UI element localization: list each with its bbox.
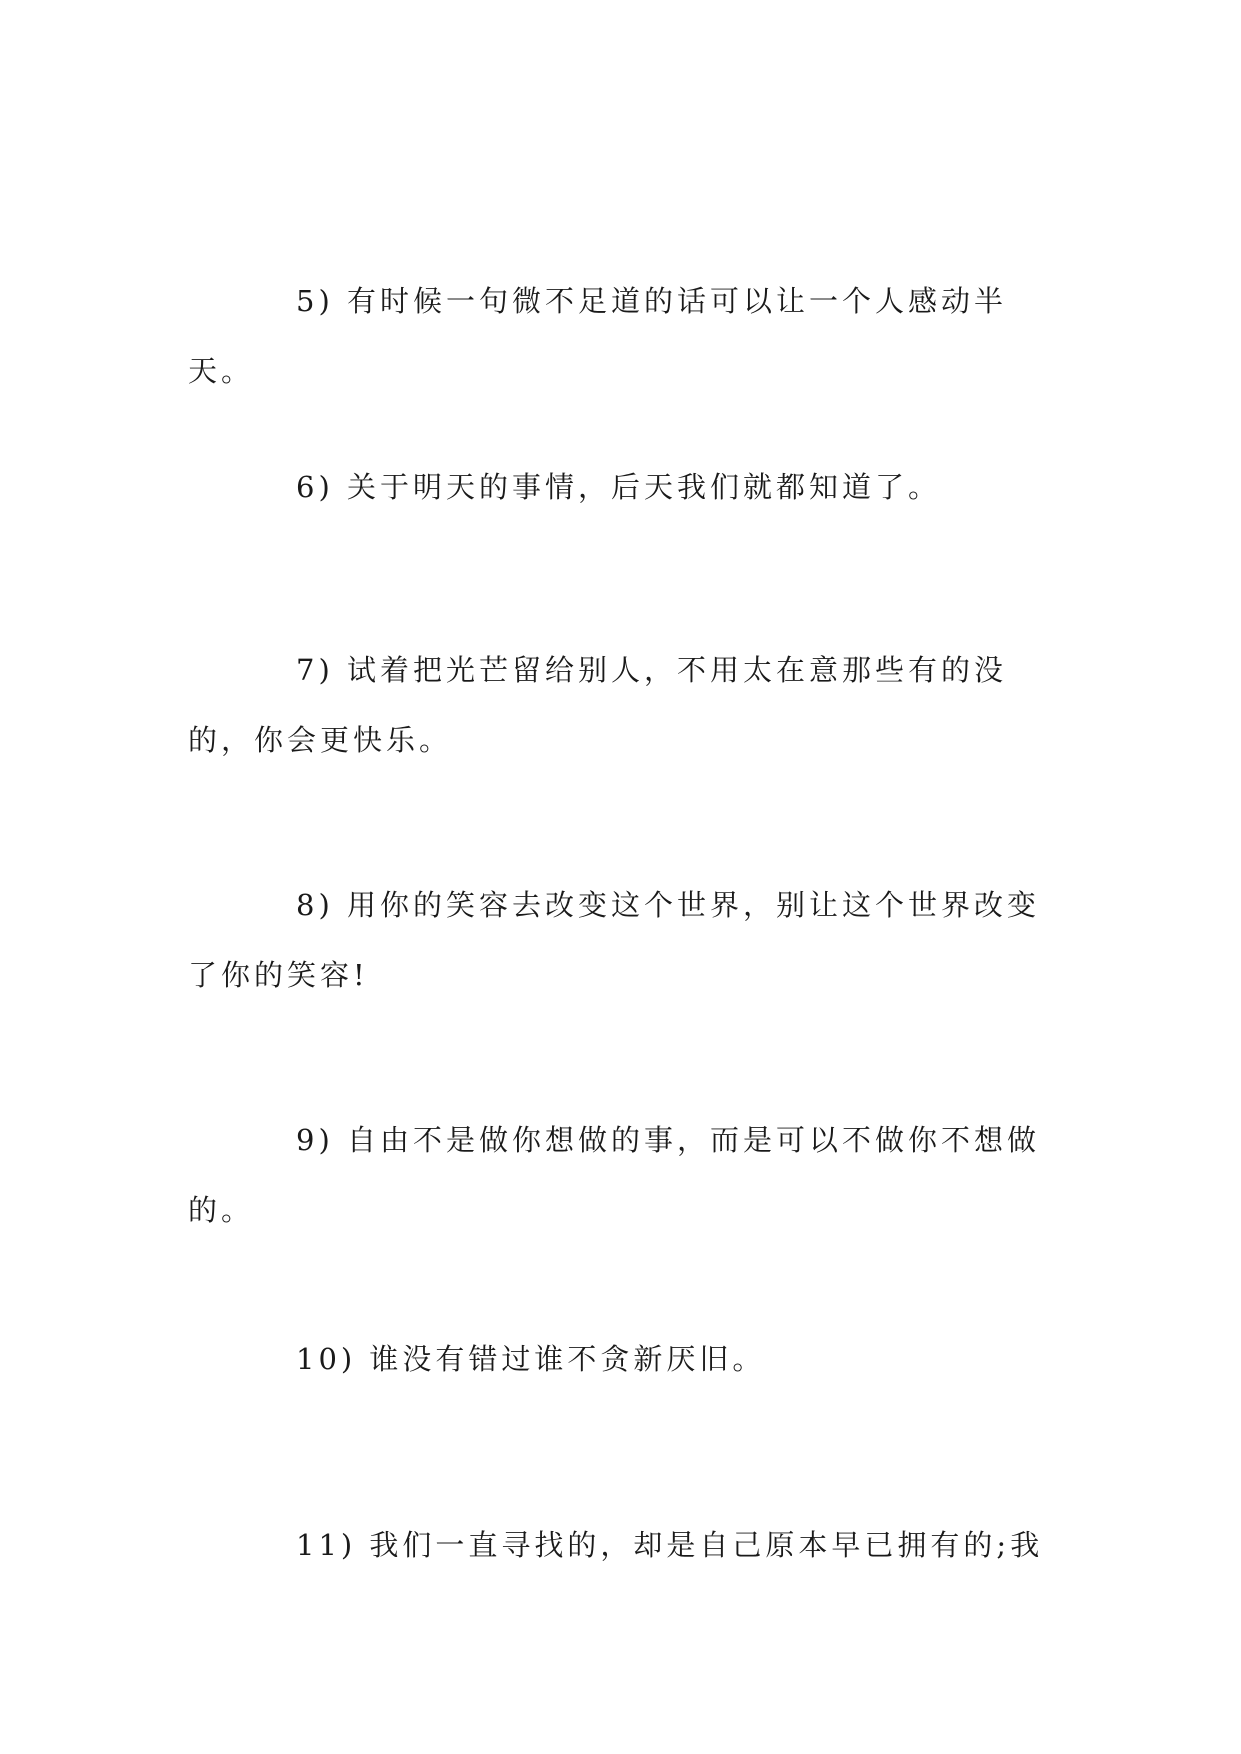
paragraph-10: 10) 谁没有错过谁不贪新厌旧。 (296, 1342, 766, 1376)
paragraph-9: 9) 自由不是做你想做的事，而是可以不做你不想做的。 (188, 1123, 1040, 1227)
paragraph-8: 8) 用你的笑容去改变这个世界，别让这个世界改变了你的笑容! (188, 888, 1040, 992)
paragraph-11: 11) 我们一直寻找的，却是自己原本早已拥有的;我 (296, 1528, 1044, 1562)
paragraph-6: 6) 关于明天的事情，后天我们就都知道了。 (296, 470, 941, 504)
paragraph-7: 7) 试着把光芒留给别人，不用太在意那些有的没的，你会更快乐。 (188, 653, 1007, 757)
paragraph-5: 5) 有时候一句微不足道的话可以让一个人感动半天。 (188, 284, 1007, 388)
